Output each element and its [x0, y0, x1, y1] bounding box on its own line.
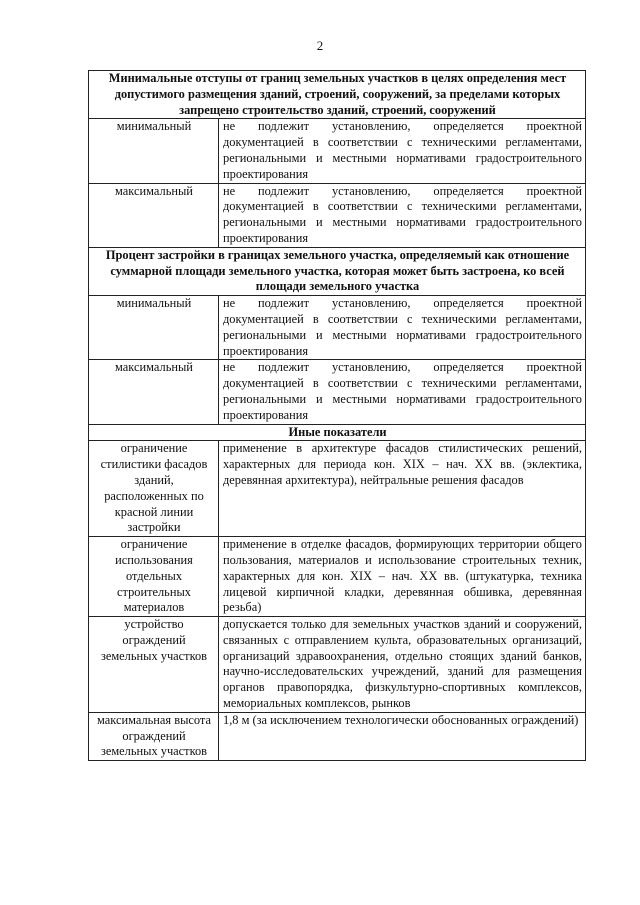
row-value: применение в отделке фасадов, формирующих территории общего пользования, материалов и использование строительных техник, характерных для кон. XIX – нач. XX вв. (штукатурка, техника лицевой кирпичной кладки, деревянная обшивка, деревянная резьба)	[219, 537, 586, 617]
row-label: максимальный	[89, 183, 219, 247]
table-row	[89, 617, 586, 713]
section-header: Процент застройки в границах земельного участка, определяемый как отношение суммарной площади земельного участка, которая может быть застроена, ко всей площади земельного участка	[89, 247, 586, 295]
row-value: не подлежит установлению, определяется проектной документацией в соответствии с техническими регламентами, региональными и местными нормативами градостроительного проектирования	[219, 360, 586, 424]
regulations-table	[88, 70, 586, 761]
section-header: Минимальные отступы от границ земельных участков в целях определения мест допустимого размещения зданий, строений, сооружений, за пределами которых запрещено строительство зданий, строений, сооружений	[89, 71, 586, 119]
section-header-row	[89, 71, 586, 119]
table-row	[89, 712, 586, 760]
row-value: применение в архитектуре фасадов стилистических решений, характерных для периода кон. XIX – нач. XX вв. (эклектика, деревянная архитектура), нейтральные решения фасадов	[219, 441, 586, 537]
row-value: допускается только для земельных участков зданий и сооружений, связанных с отправлением культа, образовательных организаций, организаций здравоохранения, отдельно стоящих зданий банков, научно-исследовательских учреждений, зданий для размещения органов правопорядка, физкультурно-спортивных комплексов, мемориальных комплексов, рынков	[219, 617, 586, 713]
row-value: не подлежит установлению, определяется проектной документацией в соответствии с техническими регламентами, региональными и местными нормативами градостроительного проектирования	[219, 119, 586, 183]
table-row	[89, 441, 586, 537]
table-row	[89, 183, 586, 247]
table-row	[89, 537, 586, 617]
section-header-row	[89, 247, 586, 295]
row-label: минимальный	[89, 119, 219, 183]
row-label: устройство ограждений земельных участков	[89, 617, 219, 713]
row-value: не подлежит установлению, определяется проектной документацией в соответствии с техническими регламентами, региональными и местными нормативами градостроительного проектирования	[219, 183, 586, 247]
table-row	[89, 296, 586, 360]
row-label: максимальный	[89, 360, 219, 424]
row-label: ограничение стилистики фасадов зданий, расположенных по красной линии застройки	[89, 441, 219, 537]
row-label: максимальная высота ограждений земельных участков	[89, 712, 219, 760]
page-number: 2	[316, 38, 324, 53]
row-label: минимальный	[89, 296, 219, 360]
section-header: Иные показатели	[89, 424, 586, 441]
table-row	[89, 360, 586, 424]
row-value: не подлежит установлению, определяется проектной документацией в соответствии с техническими регламентами, региональными и местными нормативами градостроительного проектирования	[219, 296, 586, 360]
row-label: ограничение использования отдельных строительных материалов	[89, 537, 219, 617]
table-row	[89, 119, 586, 183]
section-header-row	[89, 424, 586, 441]
row-value: 1,8 м (за исключением технологически обоснованных ограждений)	[219, 712, 586, 760]
